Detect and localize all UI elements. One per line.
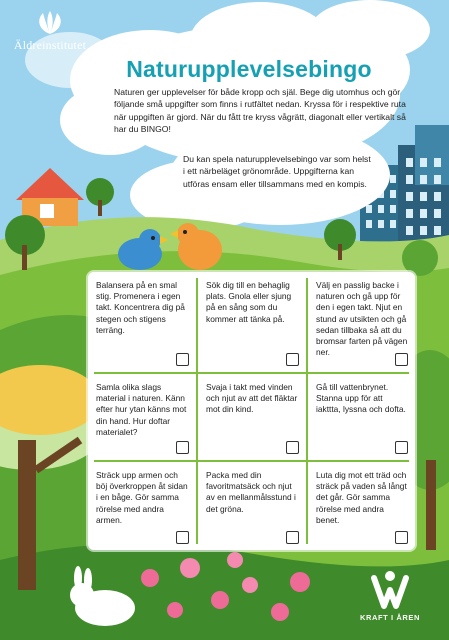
bingo-checkbox[interactable] <box>286 441 299 454</box>
bingo-cell <box>198 272 306 372</box>
bingo-task: Packa med din favoritmatsäck och njut av en mellanmålsstund i det gröna. <box>206 470 296 514</box>
bingo-cell <box>88 462 196 550</box>
bingo-task: Gå till vattenbrynet. Stanna upp för att iakttta, lyssna och dofta. <box>316 382 406 415</box>
bingo-checkbox[interactable] <box>286 531 299 544</box>
bingo-task: Svaja i takt med vinden och njut av att det fläktar mot din kind. <box>206 382 298 415</box>
kraft-i-aren-text: KRAFT I ÅREN <box>359 613 421 622</box>
bingo-task: Välj en passlig backe i naturen och gå upp för den i egen takt. Njut en stund av utsikten och gå sedan tillbaka så att du bromsar farten på vägen ner. <box>316 280 408 358</box>
bingo-grid <box>88 272 415 550</box>
bingo-checkbox[interactable] <box>176 441 189 454</box>
bingo-checkbox[interactable] <box>176 531 189 544</box>
bingo-cell <box>198 462 306 550</box>
bingo-cell <box>198 374 306 460</box>
bingo-checkbox[interactable] <box>176 353 189 366</box>
aldreinstitutet-logo <box>10 10 90 53</box>
bingo-cell <box>308 462 415 550</box>
intro-text: Naturen ger upplevelser för både kropp och själ. Bege dig utomhus och gör följande små uppgifter som finns i rutfältet nedan. Kryssa för i respektive ruta när uppgiften är gjord. När du fått tre kryss vågrätt, diagonalt eller vertikalt så har du BINGO! <box>114 87 406 135</box>
bingo-checkbox[interactable] <box>395 353 408 366</box>
kraft-i-aren-logo <box>355 570 425 622</box>
bingo-checkbox[interactable] <box>286 353 299 366</box>
kraft-figure-icon <box>370 570 410 612</box>
info-text: Du kan spela naturupplevelsebingo var som helst i ett närbeläget grönområde. Uppgifterna kan utföras ensam eller tillsammans med en kompis. <box>183 154 371 189</box>
page-title: Naturupplevelsebingo <box>126 56 372 82</box>
bingo-task: Luta dig mot ett träd och sträck på vaden så långt det går. Gör samma rörelse med andra benet. <box>316 470 407 525</box>
bingo-task: Samla olika slags material i naturen. Känn efter hur ytan känns mot din hand. Hur doftar materialet? <box>96 382 187 437</box>
bingo-cell <box>308 374 415 460</box>
bingo-checkbox[interactable] <box>395 531 408 544</box>
logo-text: Äldreinstitutet <box>13 38 87 52</box>
bingo-cell <box>308 272 415 372</box>
leaf-logo-icon <box>33 10 67 36</box>
bingo-checkbox[interactable] <box>395 441 408 454</box>
bingo-cell <box>88 272 196 372</box>
bingo-task: Balansera på en smal stig. Promenera i egen takt. Koncentrera dig på stegen och stigens terräng. <box>96 280 185 335</box>
bingo-task: Sök dig till en behaglig plats. Gnola eller sjung på en sång som du kommer att tänka på. <box>206 280 292 324</box>
bingo-cell <box>88 374 196 460</box>
bingo-task: Sträck upp armen och böj överkroppen åt sidan i en båge. Gör samma rörelse med andra armen. <box>96 470 188 525</box>
